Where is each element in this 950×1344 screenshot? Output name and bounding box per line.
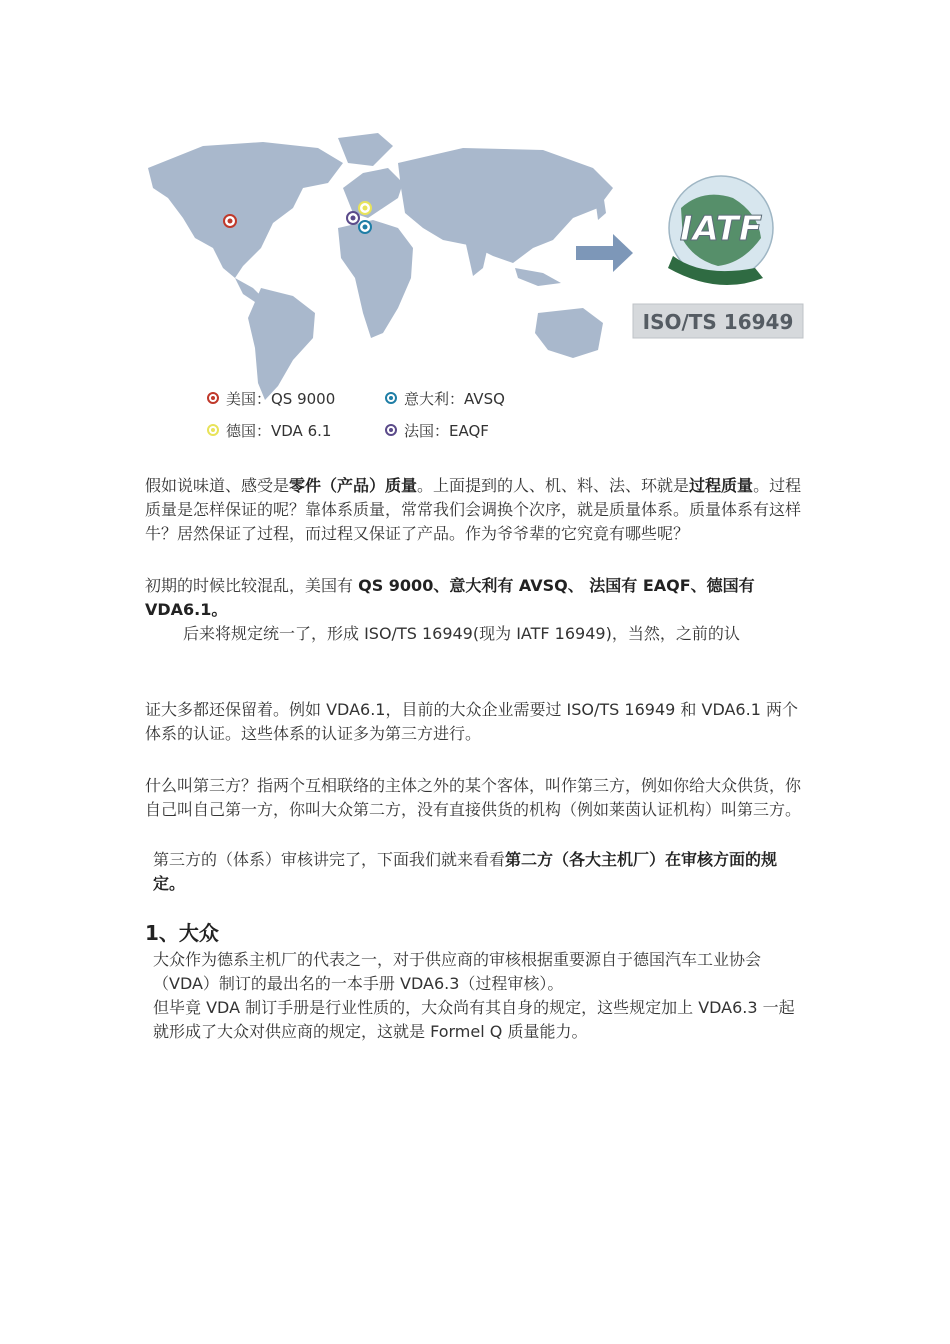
world-map-illustration bbox=[143, 128, 813, 450]
legend-usa: 美国：QS 9000 bbox=[226, 390, 336, 408]
bold-parts-quality: 零件（产品）质量 bbox=[289, 476, 418, 495]
text-span: 初期的时候比较混乱，美国有 bbox=[145, 576, 359, 595]
standards-figure bbox=[143, 128, 813, 450]
bold-standards-list: QS 9000、意大利有 AVSQ、 法国有 EAQF、德国有 VDA6.1。 bbox=[145, 576, 755, 619]
paragraph-second-party bbox=[153, 848, 803, 896]
bold-second-party: 第二方（各大主机厂）在审核方面的规定。 bbox=[153, 850, 778, 893]
marker-germany-dot bbox=[363, 206, 368, 211]
marker-italy-dot bbox=[363, 225, 368, 230]
marker-usa-dot bbox=[228, 219, 233, 224]
arrow-right-icon bbox=[576, 234, 633, 272]
section-heading-volkswagen: 1、大众 bbox=[145, 921, 219, 945]
paragraph-unification: 后来将规定统一了，形成 ISO/TS 16949(现为 IATF 16949)，当然，之前的认 bbox=[183, 624, 740, 643]
paragraph-formel-q: 但毕竟 VDA 制订手册是行业性质的，大众尚有其自身的规定，这些规定加上 VDA6.3 一起就形成了大众对供应商的规定，这就是 Formel Q 质量能力。 bbox=[153, 998, 795, 1041]
text-span: 。过程质量是怎样保证的呢？靠体系质量，常常我们会调换个次序，就是质量体系。质量体系有这样牛？居然保证了过程，而过程又保证了产品。作为爷爷辈的它究竟有哪些呢？ bbox=[145, 476, 802, 543]
paragraph-vda63: 大众作为德系主机厂的代表之一，对于供应商的审核根据重要源自于德国汽车工业协会（VDA）制订的最出名的一本手册 VDA6.3（过程审核）。 bbox=[153, 950, 762, 993]
marker-france-dot bbox=[351, 216, 356, 221]
paragraph-certification: 证大多都还保留着。例如 VDA6.1，目前的大众企业需要过 ISO/TS 16949 和 VDA6.1 两个体系的认证。这些体系的认证多为第三方进行。 bbox=[145, 700, 798, 743]
paragraph-third-party: 什么叫第三方？指两个互相联络的主体之外的某个客体，叫作第三方，例如你给大众供货，你自己叫自己第一方，你叫大众第二方，没有直接供货的机构（例如莱茵认证机构）叫第三方。 bbox=[145, 776, 802, 819]
world-map bbox=[148, 133, 613, 400]
iatf-globe-logo bbox=[668, 176, 773, 285]
standard-label: ISO/TS 16949 bbox=[642, 310, 794, 334]
logo-text: IATF bbox=[679, 209, 763, 249]
legend-italy: 意大利：AVSQ bbox=[404, 390, 505, 408]
bold-process-quality: 过程质量 bbox=[689, 476, 754, 495]
map-legend bbox=[208, 390, 505, 440]
legend-germany: 德国：VDA 6.1 bbox=[226, 422, 332, 440]
text-span: 第三方的（体系）审核讲完了，下面我们就来看看 bbox=[153, 850, 506, 869]
text-span: 假如说味道、感受是 bbox=[145, 476, 290, 495]
paragraph-quality-intro bbox=[145, 474, 810, 546]
legend-france: 法国：EAQF bbox=[404, 422, 489, 440]
text-span: 。上面提到的人、机、料、法、环就是 bbox=[417, 476, 690, 495]
paragraph-early-standards bbox=[145, 574, 810, 622]
